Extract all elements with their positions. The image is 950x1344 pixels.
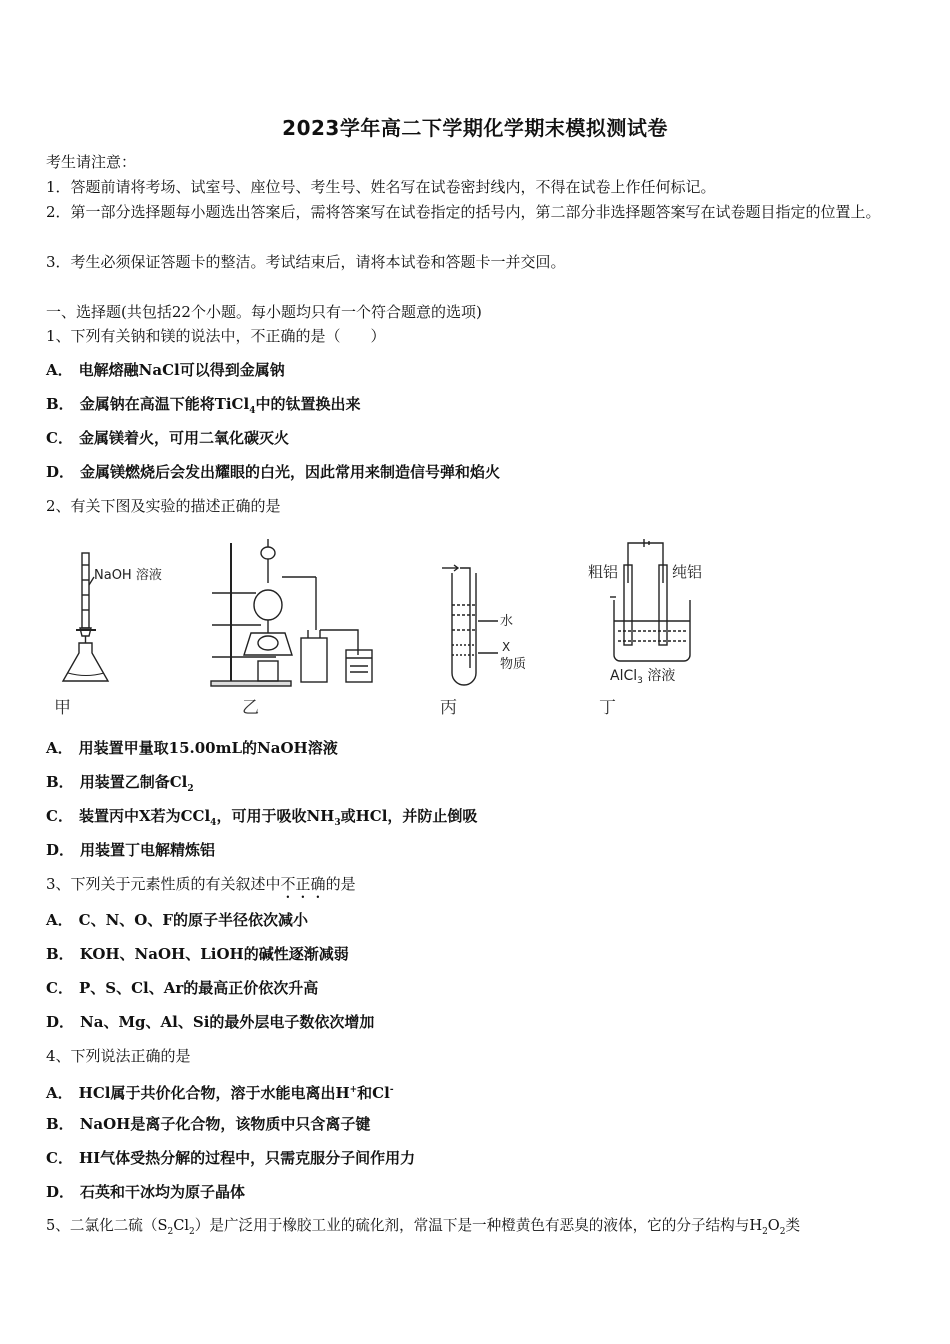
- q4-option-b: B． NaOH是离子化合物，该物质中只含离子键: [46, 1115, 371, 1133]
- notice-2: 2．第一部分选择题每小题选出答案后，需将答案写在试卷指定的括号内，第二部分非选择题答案写在试卷题目指定的位置上。: [46, 203, 881, 221]
- q3-option-b: B． KOH、NaOH、LiOH的碱性逐渐减弱: [46, 945, 349, 963]
- q3-stem: 3、下列关于元素性质的有关叙述中不正确的是: [46, 875, 356, 893]
- q2-apparatus-figure: [46, 535, 726, 720]
- q2-option-b: B． 用装置乙制备$Cl_2$: [46, 773, 194, 794]
- fig-caption-ding: 丁: [599, 698, 616, 718]
- q3-option-d: D． Na、Mg、Al、Si的最外层电子数依次增加: [46, 1013, 375, 1031]
- q4-option-d: D． 石英和干冰均为原子晶体: [46, 1183, 246, 1201]
- notice-3: 3．考生必须保证答题卡的整洁。考试结束后，请将本试卷和答题卡一并交回。: [46, 253, 566, 271]
- fig-bing-water-label: 水: [500, 614, 514, 629]
- fig-ding-pure-al-label: 纯铝: [672, 563, 703, 581]
- fig-bing-x-label: X: [502, 640, 511, 654]
- q2-stem: 2、有关下图及实验的描述正确的是: [46, 497, 281, 515]
- q4-stem: 4、下列说法正确的是: [46, 1047, 191, 1065]
- q5-stem: 5、二氯化二硫$(S_2Cl_2)$是广泛用于橡胶工业的硫化剂，常温下是一种橙黄色有恶臭的液体，它的分子结构与$H_2O_2$类: [46, 1217, 801, 1237]
- notice-title: 考生请注意：: [46, 153, 137, 171]
- q1-option-d: D． 金属镁燃烧后会发出耀眼的白光，因此常用来制造信号弹和焰火: [46, 463, 501, 481]
- fig-ding-crude-al-label: 粗铝: [588, 563, 619, 581]
- notice-1: 1．答题前请将考场、试室号、座位号、考生号、姓名写在试卷密封线内，不得在试卷上作任何标记。: [46, 178, 716, 196]
- fig-caption-bing: 丙: [440, 698, 457, 718]
- q1-option-a: A． 电解熔融NaCl可以得到金属钠: [46, 361, 285, 379]
- fig-jia-naoh-label: NaOH 溶液: [94, 568, 162, 583]
- test-tube-apparatus: [442, 565, 498, 685]
- fig-caption-jia: 甲: [54, 698, 71, 718]
- q3-option-a: A． C、N、O、F的原子半径依次减小: [46, 911, 309, 929]
- q2-option-d: D． 用装置丁电解精炼铝: [46, 841, 216, 859]
- q1-option-c: C． 金属镁着火，可用二氧化碳灭火: [46, 429, 289, 447]
- exam-title: 2023学年高二下学期化学期末模拟测试卷: [282, 116, 668, 140]
- fig-ding-solution-label: AlCl$_3$ 溶液: [610, 668, 676, 686]
- section-heading: 一、选择题(共包括22个小题。每小题均只有一个符合题意的选项): [46, 303, 482, 321]
- chlorine-generation-apparatus: [211, 539, 372, 686]
- q2-option-a: A． 用装置甲量取15.00mL的NaOH溶液: [46, 739, 338, 757]
- q1-stem: 1、下列有关钠和镁的说法中，不正确的是（ ）: [46, 327, 386, 345]
- electrolysis-apparatus: [610, 539, 690, 661]
- fig-bing-substance-label: 物质: [500, 657, 527, 672]
- q1-option-b: B． 金属钠在高温下能将TiCl$_4$中的钛置换出来: [46, 395, 361, 416]
- fig-caption-yi: 乙: [242, 698, 259, 718]
- q2-option-c: C． 装置丙中X若为CCl$_4$，可用于吸收$NH_3$或HCl，并防止倒吸: [46, 807, 478, 828]
- q4-option-c: C． HI气体受热分解的过程中，只需克服分子间作用力: [46, 1149, 416, 1167]
- q4-option-a: A． HCl属于共价化合物，溶于水能电离出H+和Cl-: [46, 1084, 394, 1102]
- q3-option-c: C． P、S、Cl、Ar的最高正价依次升高: [46, 979, 319, 997]
